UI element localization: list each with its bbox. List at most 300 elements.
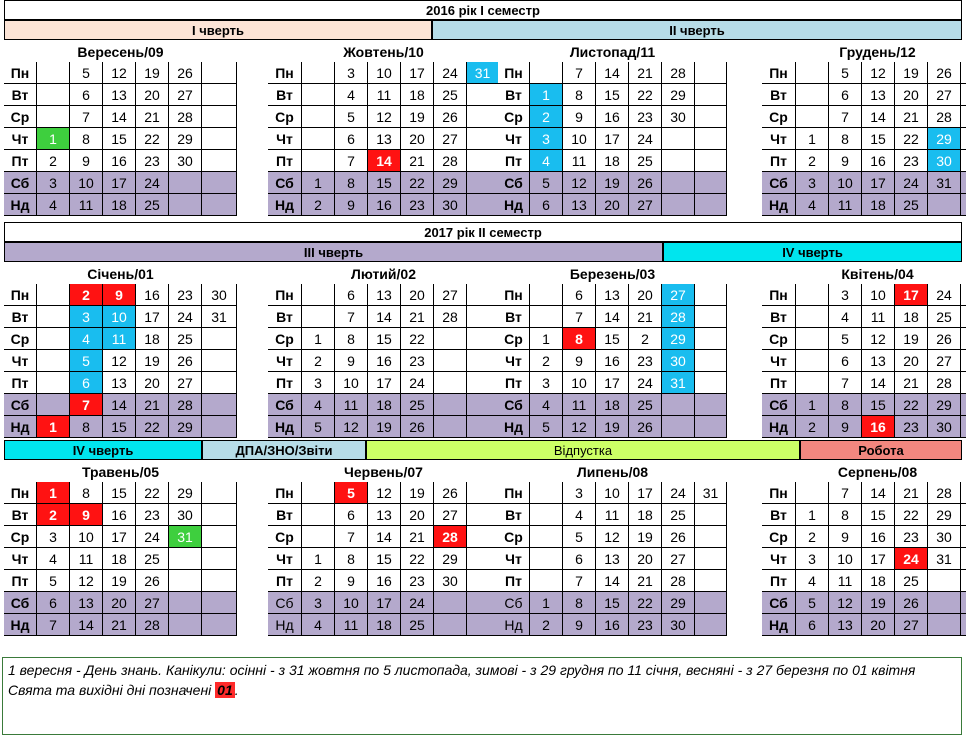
day-cell: 15 [596,84,629,106]
day-cell [37,62,70,84]
weekday-label: Вт [762,306,796,328]
day-cell: 7 [335,150,368,172]
day-cell [169,614,202,636]
day-cell: 6 [796,614,829,636]
day-cell: 17 [895,284,928,306]
day-cell: 8 [829,504,862,526]
day-cell [695,416,727,438]
day-cell: 9 [103,284,136,306]
weekday-label: Пн [268,62,302,84]
weekday-label: Чт [498,350,530,372]
day-cell: 31 [928,548,961,570]
weekday-label: Вт [498,504,530,526]
day-cell: 4 [335,84,368,106]
day-cell: 30 [662,350,695,372]
day-cell: 26 [136,570,169,592]
weekday-label: Пт [4,150,37,172]
day-cell [202,526,237,548]
weekday-label: Пт [268,372,302,394]
weekday-label: Чт [498,548,530,570]
day-cell [202,570,237,592]
day-cell: 27 [136,592,169,614]
day-cell: 21 [629,570,662,592]
day-cell: 7 [70,106,103,128]
day-cell: 7 [335,526,368,548]
day-cell [695,570,727,592]
day-cell [467,504,499,526]
day-cell: 13 [596,548,629,570]
day-cell: 17 [136,306,169,328]
day-cell: 22 [401,328,434,350]
day-cell: 7 [563,306,596,328]
weekday-label: Пт [762,372,796,394]
day-cell: 14 [70,614,103,636]
day-cell: 23 [401,194,434,216]
day-cell [961,194,966,216]
weekday-label: Пн [498,482,530,504]
day-cell: 27 [434,284,467,306]
month-title: Січень/01 [87,266,154,282]
day-cell [434,350,467,372]
day-cell [169,592,202,614]
weekday-label: Ср [268,526,302,548]
day-cell: 12 [829,592,862,614]
day-cell: 18 [103,548,136,570]
day-cell [961,548,966,570]
day-cell [695,504,727,526]
weekday-label: Вт [268,84,302,106]
day-cell: 27 [434,128,467,150]
weekday-label: Чт [762,548,796,570]
day-cell: 1 [302,328,335,350]
day-cell: 15 [596,328,629,350]
day-cell [37,350,70,372]
day-cell: 10 [103,306,136,328]
day-cell: 23 [136,150,169,172]
day-cell: 9 [335,350,368,372]
day-cell: 11 [335,614,368,636]
day-cell: 18 [862,194,895,216]
day-cell: 15 [862,394,895,416]
day-cell: 17 [862,548,895,570]
day-cell: 4 [37,548,70,570]
day-cell: 4 [796,194,829,216]
day-cell: 24 [629,372,662,394]
weekday-label: Ср [762,526,796,548]
month-title: Травень/05 [81,464,160,480]
weekday-label: Ср [268,106,302,128]
weekday-label: Ср [4,526,37,548]
day-cell: 31 [928,172,961,194]
day-cell: 21 [895,372,928,394]
day-cell: 14 [862,106,895,128]
day-cell: 6 [37,592,70,614]
day-cell: 11 [862,306,895,328]
day-cell [530,570,563,592]
day-cell: 16 [596,350,629,372]
day-cell [202,106,237,128]
day-cell: 26 [434,106,467,128]
day-cell: 11 [368,84,401,106]
weekday-label: Пт [498,372,530,394]
weekday-label: Пн [4,284,37,306]
day-cell: 2 [302,194,335,216]
day-cell: 6 [70,84,103,106]
day-cell [961,570,966,592]
weekday-label: Нд [762,416,796,438]
year-header-2016: 2016 рік I семестр [4,0,962,20]
day-cell: 1 [37,482,70,504]
weekday-label: Сб [4,592,37,614]
day-cell: 15 [862,504,895,526]
weekday-label: Сб [4,394,37,416]
day-cell: 16 [862,150,895,172]
day-cell [302,128,335,150]
day-cell: 16 [862,416,895,438]
day-cell: 27 [169,84,202,106]
day-cell: 28 [662,306,695,328]
day-cell: 4 [563,504,596,526]
weekday-label: Пн [4,62,37,84]
day-cell [530,306,563,328]
day-cell: 28 [928,372,961,394]
weekday-label: Чт [4,548,37,570]
day-cell: 21 [401,306,434,328]
day-cell: 30 [434,194,467,216]
day-cell [530,482,563,504]
day-cell: 25 [629,150,662,172]
day-cell: 21 [895,482,928,504]
day-cell: 19 [895,62,928,84]
day-cell: 21 [401,150,434,172]
day-cell: 15 [368,172,401,194]
day-cell [530,526,563,548]
day-cell [961,526,966,548]
day-cell: 12 [563,172,596,194]
band-q1: I чверть [4,20,432,40]
weekday-label: Нд [498,614,530,636]
day-cell: 17 [596,372,629,394]
day-cell [37,372,70,394]
day-cell: 22 [136,482,169,504]
day-cell: 19 [136,350,169,372]
day-cell: 30 [169,150,202,172]
day-cell [961,482,966,504]
day-cell: 14 [103,106,136,128]
day-cell: 23 [629,614,662,636]
month-title: Квітень/04 [841,266,914,282]
day-cell [695,526,727,548]
day-cell [796,284,829,306]
day-cell: 18 [368,394,401,416]
day-cell: 11 [70,194,103,216]
day-cell [37,106,70,128]
note-tail: . [234,682,239,698]
day-cell: 18 [596,150,629,172]
day-cell [961,614,966,636]
day-cell: 18 [103,194,136,216]
day-cell: 20 [103,592,136,614]
day-cell [928,592,961,614]
day-cell [796,350,829,372]
day-cell: 25 [401,394,434,416]
day-cell: 10 [829,548,862,570]
day-cell: 25 [928,306,961,328]
day-cell: 17 [103,172,136,194]
day-cell: 2 [530,350,563,372]
day-cell: 17 [103,526,136,548]
day-cell [202,150,237,172]
day-cell: 25 [136,194,169,216]
day-cell: 30 [169,504,202,526]
day-cell [202,482,237,504]
month-title: Червень/07 [344,464,423,480]
day-cell: 20 [895,350,928,372]
day-cell [530,504,563,526]
day-cell [302,306,335,328]
weekday-label: Сб [498,592,530,614]
holiday-marker: 01 [217,682,233,698]
day-cell: 4 [530,394,563,416]
day-cell: 30 [434,570,467,592]
weekday-label: Пн [4,482,37,504]
day-cell: 1 [302,172,335,194]
month-title: Березень/03 [569,266,656,282]
day-cell: 16 [136,284,169,306]
day-cell: 7 [563,570,596,592]
weekday-label: Пт [762,150,796,172]
day-cell: 12 [596,526,629,548]
band-q4b: IV чверть [4,440,202,460]
day-cell: 25 [136,548,169,570]
day-cell: 5 [829,328,862,350]
day-cell: 2 [629,328,662,350]
day-cell: 23 [629,350,662,372]
day-cell [202,172,237,194]
day-cell: 12 [335,416,368,438]
day-cell [202,194,237,216]
day-cell [695,106,727,128]
month-title: Серпень/08 [837,464,918,480]
day-cell [202,84,237,106]
day-cell: 13 [368,284,401,306]
day-cell: 22 [895,394,928,416]
day-cell: 17 [368,592,401,614]
day-cell: 21 [629,306,662,328]
weekday-label: Пт [268,570,302,592]
month-title: Грудень/12 [839,44,916,60]
day-cell [928,570,961,592]
day-cell: 15 [103,128,136,150]
day-cell: 19 [368,416,401,438]
day-cell: 3 [829,284,862,306]
weekday-label: Ср [4,106,37,128]
day-cell: 20 [596,194,629,216]
day-cell: 5 [302,416,335,438]
day-cell [202,328,237,350]
day-cell: 13 [862,350,895,372]
day-cell: 2 [302,570,335,592]
weekday-label: Нд [498,416,530,438]
day-cell [695,128,727,150]
day-cell: 29 [169,416,202,438]
weekday-label: Ср [498,328,530,350]
day-cell: 1 [302,548,335,570]
day-cell [662,172,695,194]
day-cell: 18 [401,84,434,106]
day-cell: 14 [368,306,401,328]
day-cell: 21 [136,106,169,128]
day-cell [961,128,966,150]
weekday-label: Чт [4,128,37,150]
day-cell [169,172,202,194]
day-cell: 24 [136,526,169,548]
day-cell: 27 [434,504,467,526]
day-cell [467,150,499,172]
day-cell: 9 [829,526,862,548]
day-cell: 16 [596,106,629,128]
day-cell: 5 [530,172,563,194]
day-cell: 21 [629,62,662,84]
day-cell: 27 [629,194,662,216]
day-cell [695,394,727,416]
weekday-label: Вт [4,306,37,328]
day-cell: 12 [368,106,401,128]
day-cell: 31 [695,482,727,504]
day-cell: 6 [335,128,368,150]
day-cell: 10 [70,526,103,548]
day-cell: 27 [662,548,695,570]
day-cell [467,614,499,636]
weekday-label: Сб [268,394,302,416]
day-cell: 3 [335,62,368,84]
day-cell: 9 [70,150,103,172]
day-cell: 18 [862,570,895,592]
day-cell: 30 [202,284,237,306]
band-dpa: ДПА/ЗНО/Звіти [202,440,366,460]
day-cell: 14 [368,150,401,172]
day-cell [467,570,499,592]
weekday-label: Чт [268,350,302,372]
day-cell: 15 [368,328,401,350]
weekday-label: Нд [268,614,302,636]
day-cell: 19 [596,172,629,194]
day-cell: 25 [434,84,467,106]
day-cell: 6 [563,284,596,306]
day-cell: 12 [862,62,895,84]
day-cell: 29 [662,84,695,106]
day-cell: 29 [928,394,961,416]
weekday-label: Ср [762,328,796,350]
day-cell [202,548,237,570]
day-cell: 21 [895,106,928,128]
day-cell: 22 [136,416,169,438]
weekday-label: Сб [498,394,530,416]
day-cell: 5 [335,106,368,128]
day-cell: 22 [629,84,662,106]
day-cell: 1 [37,128,70,150]
day-cell: 11 [563,394,596,416]
day-cell: 19 [401,106,434,128]
day-cell: 16 [103,150,136,172]
day-cell: 20 [629,548,662,570]
day-cell: 16 [596,614,629,636]
day-cell: 8 [335,328,368,350]
day-cell: 25 [169,328,202,350]
day-cell: 25 [895,194,928,216]
day-cell: 6 [563,548,596,570]
day-cell [202,372,237,394]
day-cell: 2 [37,150,70,172]
day-cell [662,194,695,216]
weekday-label: Чт [762,128,796,150]
day-cell: 24 [895,172,928,194]
day-cell: 16 [103,504,136,526]
day-cell [467,284,499,306]
day-cell [961,504,966,526]
day-cell [961,394,966,416]
weekday-label: Вт [268,504,302,526]
day-cell [434,394,467,416]
weekday-label: Сб [268,592,302,614]
weekday-label: Вт [4,504,37,526]
day-cell: 25 [629,394,662,416]
weekday-label: Пн [268,284,302,306]
weekday-label: Пн [762,62,796,84]
day-cell [796,106,829,128]
weekday-label: Ср [268,328,302,350]
day-cell [530,62,563,84]
day-cell: 27 [928,84,961,106]
band-q3: III чверть [4,242,663,262]
weekday-label: Нд [762,614,796,636]
day-cell: 10 [862,284,895,306]
day-cell: 29 [928,128,961,150]
day-cell [961,106,966,128]
weekday-label: Чт [4,350,37,372]
day-cell: 26 [434,482,467,504]
day-cell: 5 [563,526,596,548]
day-cell [662,128,695,150]
day-cell [302,106,335,128]
weekday-label: Пт [498,150,530,172]
day-cell [961,306,966,328]
day-cell: 13 [596,284,629,306]
day-cell [434,416,467,438]
day-cell: 22 [895,128,928,150]
day-cell [302,526,335,548]
day-cell [37,84,70,106]
day-cell: 5 [37,570,70,592]
day-cell: 19 [103,570,136,592]
weekday-label: Нд [762,194,796,216]
weekday-label: Сб [762,592,796,614]
day-cell: 30 [662,614,695,636]
day-cell [662,416,695,438]
weekday-label: Нд [4,614,37,636]
month-title: Вересень/09 [77,44,164,60]
day-cell [928,194,961,216]
day-cell: 28 [169,394,202,416]
day-cell: 17 [596,128,629,150]
day-cell [796,306,829,328]
day-cell: 11 [596,504,629,526]
day-cell: 12 [563,416,596,438]
day-cell: 31 [169,526,202,548]
day-cell: 6 [829,84,862,106]
day-cell: 29 [169,482,202,504]
day-cell [961,172,966,194]
